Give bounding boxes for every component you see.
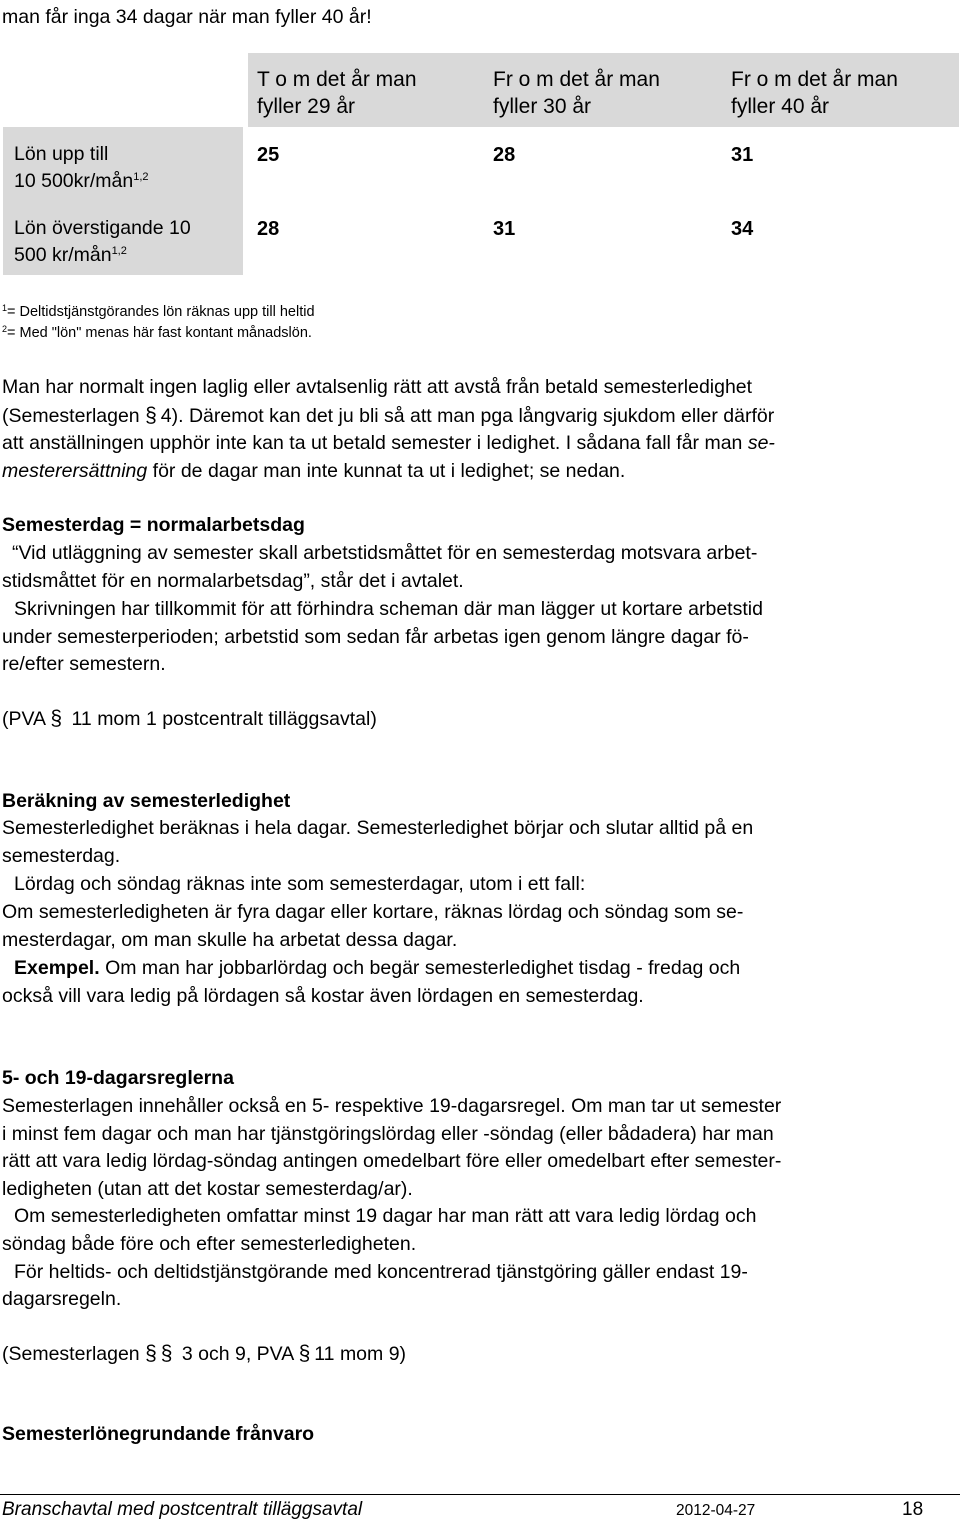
page-number: 18 xyxy=(902,1499,924,1520)
col-header-age-29: T o m det år man fyller 29 år xyxy=(257,68,417,118)
table-cell: 28 xyxy=(257,218,280,240)
text-line: För heltids- och deltidstjänstgörande med koncentrerad tjänstgöring gäller endast 19- xyxy=(14,1261,748,1283)
section-sign: § xyxy=(50,707,63,730)
text-line: Semesterlagen innehåller också en 5- respektive 19-dagarsregel. Om man tar ut semester xyxy=(2,1095,782,1117)
section-sign: § xyxy=(145,1342,157,1365)
text-line: Semesterledighet beräknas i hela dagar. Semesterledighet börjar och slutar alltid på en xyxy=(2,817,754,839)
footer-title: Branschavtal med postcentralt tilläggsavtal xyxy=(2,1499,363,1520)
section-heading: Semesterdag = normalarbetsdag xyxy=(2,514,305,536)
text-line: rätt att vara ledig lördag-söndag antingen omedelbart före eller omedelbart efter semester- xyxy=(2,1150,782,1172)
col-header-age-30: Fr o m det år man fyller 30 år xyxy=(493,68,660,118)
text-line: Skrivningen har tillkommit för att förhindra scheman där man lägger ut kortare arbetstid xyxy=(14,598,763,620)
text-line: “Vid utläggning av semester skall arbetstidsmåttet för en semesterdag motsvara arbet- xyxy=(12,542,758,564)
text-line: att anställningen upphör inte kan ta ut betald semester i ledighet. I sådana fall får man se- xyxy=(2,432,775,454)
table-cell: 28 xyxy=(493,144,516,166)
table-cell: 34 xyxy=(731,218,754,240)
text-line: stidsmåttet för en normalarbetsdag”, står det i avtalet. xyxy=(2,570,464,592)
section-sign: § xyxy=(145,404,157,427)
text-line: re/efter semestern. xyxy=(2,653,166,675)
section-sign: § xyxy=(160,1342,173,1365)
text-line: under semesterperioden; arbetstid som sedan får arbetas igen genom längre dagar fö- xyxy=(2,626,749,648)
col-header-age-40: Fr o m det år man fyller 40 år xyxy=(731,68,898,118)
text-line: mesterersättning för de dagar man inte kunnat ta ut i ledighet; se nedan. xyxy=(2,460,626,482)
text-line: ledigheten (utan att det kostar semesterdag/ar). xyxy=(2,1178,413,1200)
text-line: (Semesterlagen § 4). Däremot kan det ju bli så att man pga långvarig sjukdom eller därför xyxy=(2,402,774,431)
continuation-line: man får inga 34 dagar när man fyller 40 år! xyxy=(2,6,372,28)
text-line: Lördag och söndag räknas inte som semesterdagar, utom i ett fall: xyxy=(14,873,586,895)
text-line: mesterdagar, om man skulle ha arbetat dessa dagar. xyxy=(2,929,458,951)
section-sign: § xyxy=(298,1342,311,1365)
reference: (Semesterlagen § § 3 och 9, PVA § 11 mom 9) xyxy=(2,1340,406,1369)
footnote-1: $^1$= Deltidstjänstgörandes lön räknas upp till heltid xyxy=(2,303,315,320)
text-line: i minst fem dagar och man har tjänstgöringslördag eller -söndag (eller bådadera) har man xyxy=(2,1123,774,1145)
table-cell: 31 xyxy=(493,218,516,240)
text-line: Exempel. Om man har jobbarlördag och begär semesterledighet tisdag - fredag och xyxy=(14,957,741,979)
table-cell: 25 xyxy=(257,144,280,166)
text-line: Om semesterledigheten omfattar minst 19 dagar har man rätt att vara ledig lördag och xyxy=(14,1205,757,1227)
footnote-2: $^2$= Med "lön" menas här fast kontant månadslön. xyxy=(2,324,312,341)
text-line: Om semesterledigheten är fyra dagar eller kortare, räknas lördag och söndag som se- xyxy=(2,901,744,923)
table-cell: 31 xyxy=(731,144,754,166)
row-label-low-salary: Lön upp till 10 500kr/mån$^{1,2}$ xyxy=(14,143,149,192)
text-line: semesterdag. xyxy=(2,845,121,867)
row-label-high-salary: Lön överstigande 10 500 kr/mån$^{1,2}$ xyxy=(14,217,191,266)
section-heading: Semesterlönegrundande frånvaro xyxy=(2,1423,315,1445)
text-line: Man har normalt ingen laglig eller avtalsenlig rätt att avstå från betald semesterledighet xyxy=(2,376,753,398)
reference: (PVA § 11 mom 1 postcentralt tilläggsavtal) xyxy=(2,705,377,734)
text-line: söndag både före och efter semesterledigheten. xyxy=(2,1233,417,1255)
section-heading: 5- och 19-dagarsreglerna xyxy=(2,1067,234,1089)
text-line: också vill vara ledig på lördagen så kostar även lördagen en semesterdag. xyxy=(2,985,644,1007)
footer-date: 2012-04-27 xyxy=(676,1502,756,1519)
text-line: dagarsregeln. xyxy=(2,1288,122,1310)
footer-rule xyxy=(0,1494,960,1495)
section-heading: Beräkning av semesterledighet xyxy=(2,790,291,812)
